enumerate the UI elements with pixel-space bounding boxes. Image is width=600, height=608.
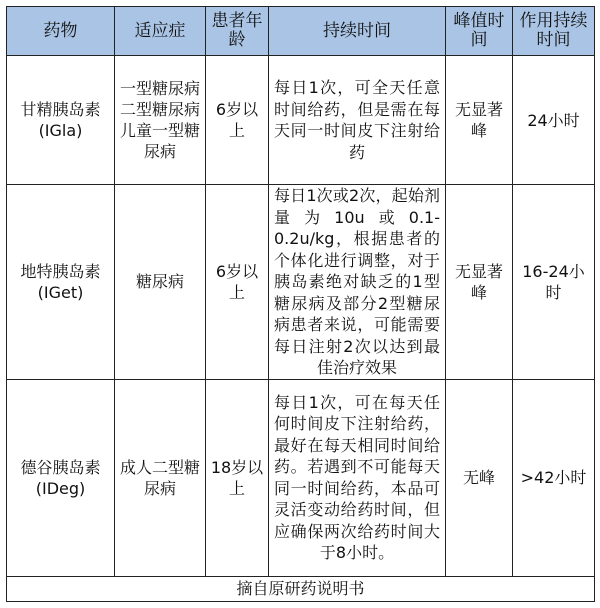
table-row [7, 56, 595, 185]
drug-comparison-table-container [6, 6, 594, 602]
cell-duration: 每日1次，可全天任意时间给药，但是需在每天同一时间皮下注射给药 [269, 56, 446, 185]
table-row [7, 185, 595, 380]
cell-indication: 成人二型糖尿病 [115, 379, 206, 576]
cell-indication: 糖尿病 [115, 185, 206, 380]
cell-drug: 地特胰岛素 (IGet) [7, 185, 115, 380]
header-indication: 适应症 [115, 7, 206, 56]
header-age: 患者年龄 [206, 7, 269, 56]
cell-peak: 无显著峰 [446, 56, 513, 185]
cell-peak: 无显著峰 [446, 185, 513, 380]
cell-indication: 一型糖尿病 二型糖尿病 儿童一型糖尿病 [115, 56, 206, 185]
header-drug: 药物 [7, 7, 115, 56]
cell-action: >42小时 [513, 379, 595, 576]
cell-drug: 德谷胰岛素 (IDeg) [7, 379, 115, 576]
cell-age: 6岁以上 [206, 56, 269, 185]
header-action-duration: 作用持续时间 [513, 7, 595, 56]
cell-age: 18岁以上 [206, 379, 269, 576]
cell-action: 16-24小时 [513, 185, 595, 380]
cell-duration: 每日1次，可在每天任何时间皮下注射给药，最好在每天相同时间给药。若遇到不可能每天同一时间给药，本品可灵活变动给药时间，但应确保两次给药时间大于8小时。 [269, 379, 446, 576]
source-note: 摘自原研药说明书 [7, 576, 595, 601]
cell-action: 24小时 [513, 56, 595, 185]
cell-age: 6岁以上 [206, 185, 269, 380]
cell-drug: 甘精胰岛素 (IGla) [7, 56, 115, 185]
drug-comparison-table [6, 6, 595, 602]
header-duration: 持续时间 [269, 7, 446, 56]
cell-duration: 每日1次或2次，起始剂量为10u或0.1-0.2u/kg，根据患者的个体化进行调整，对于胰岛素绝对缺乏的1型糖尿病及部分2型糖尿病患者来说，可能需要每日注射2次以达到最佳治疗效果 [269, 185, 446, 380]
cell-peak: 无峰 [446, 379, 513, 576]
header-row [7, 7, 595, 56]
table-row [7, 379, 595, 576]
footer-row [7, 576, 595, 601]
header-peak-time: 峰值时间 [446, 7, 513, 56]
